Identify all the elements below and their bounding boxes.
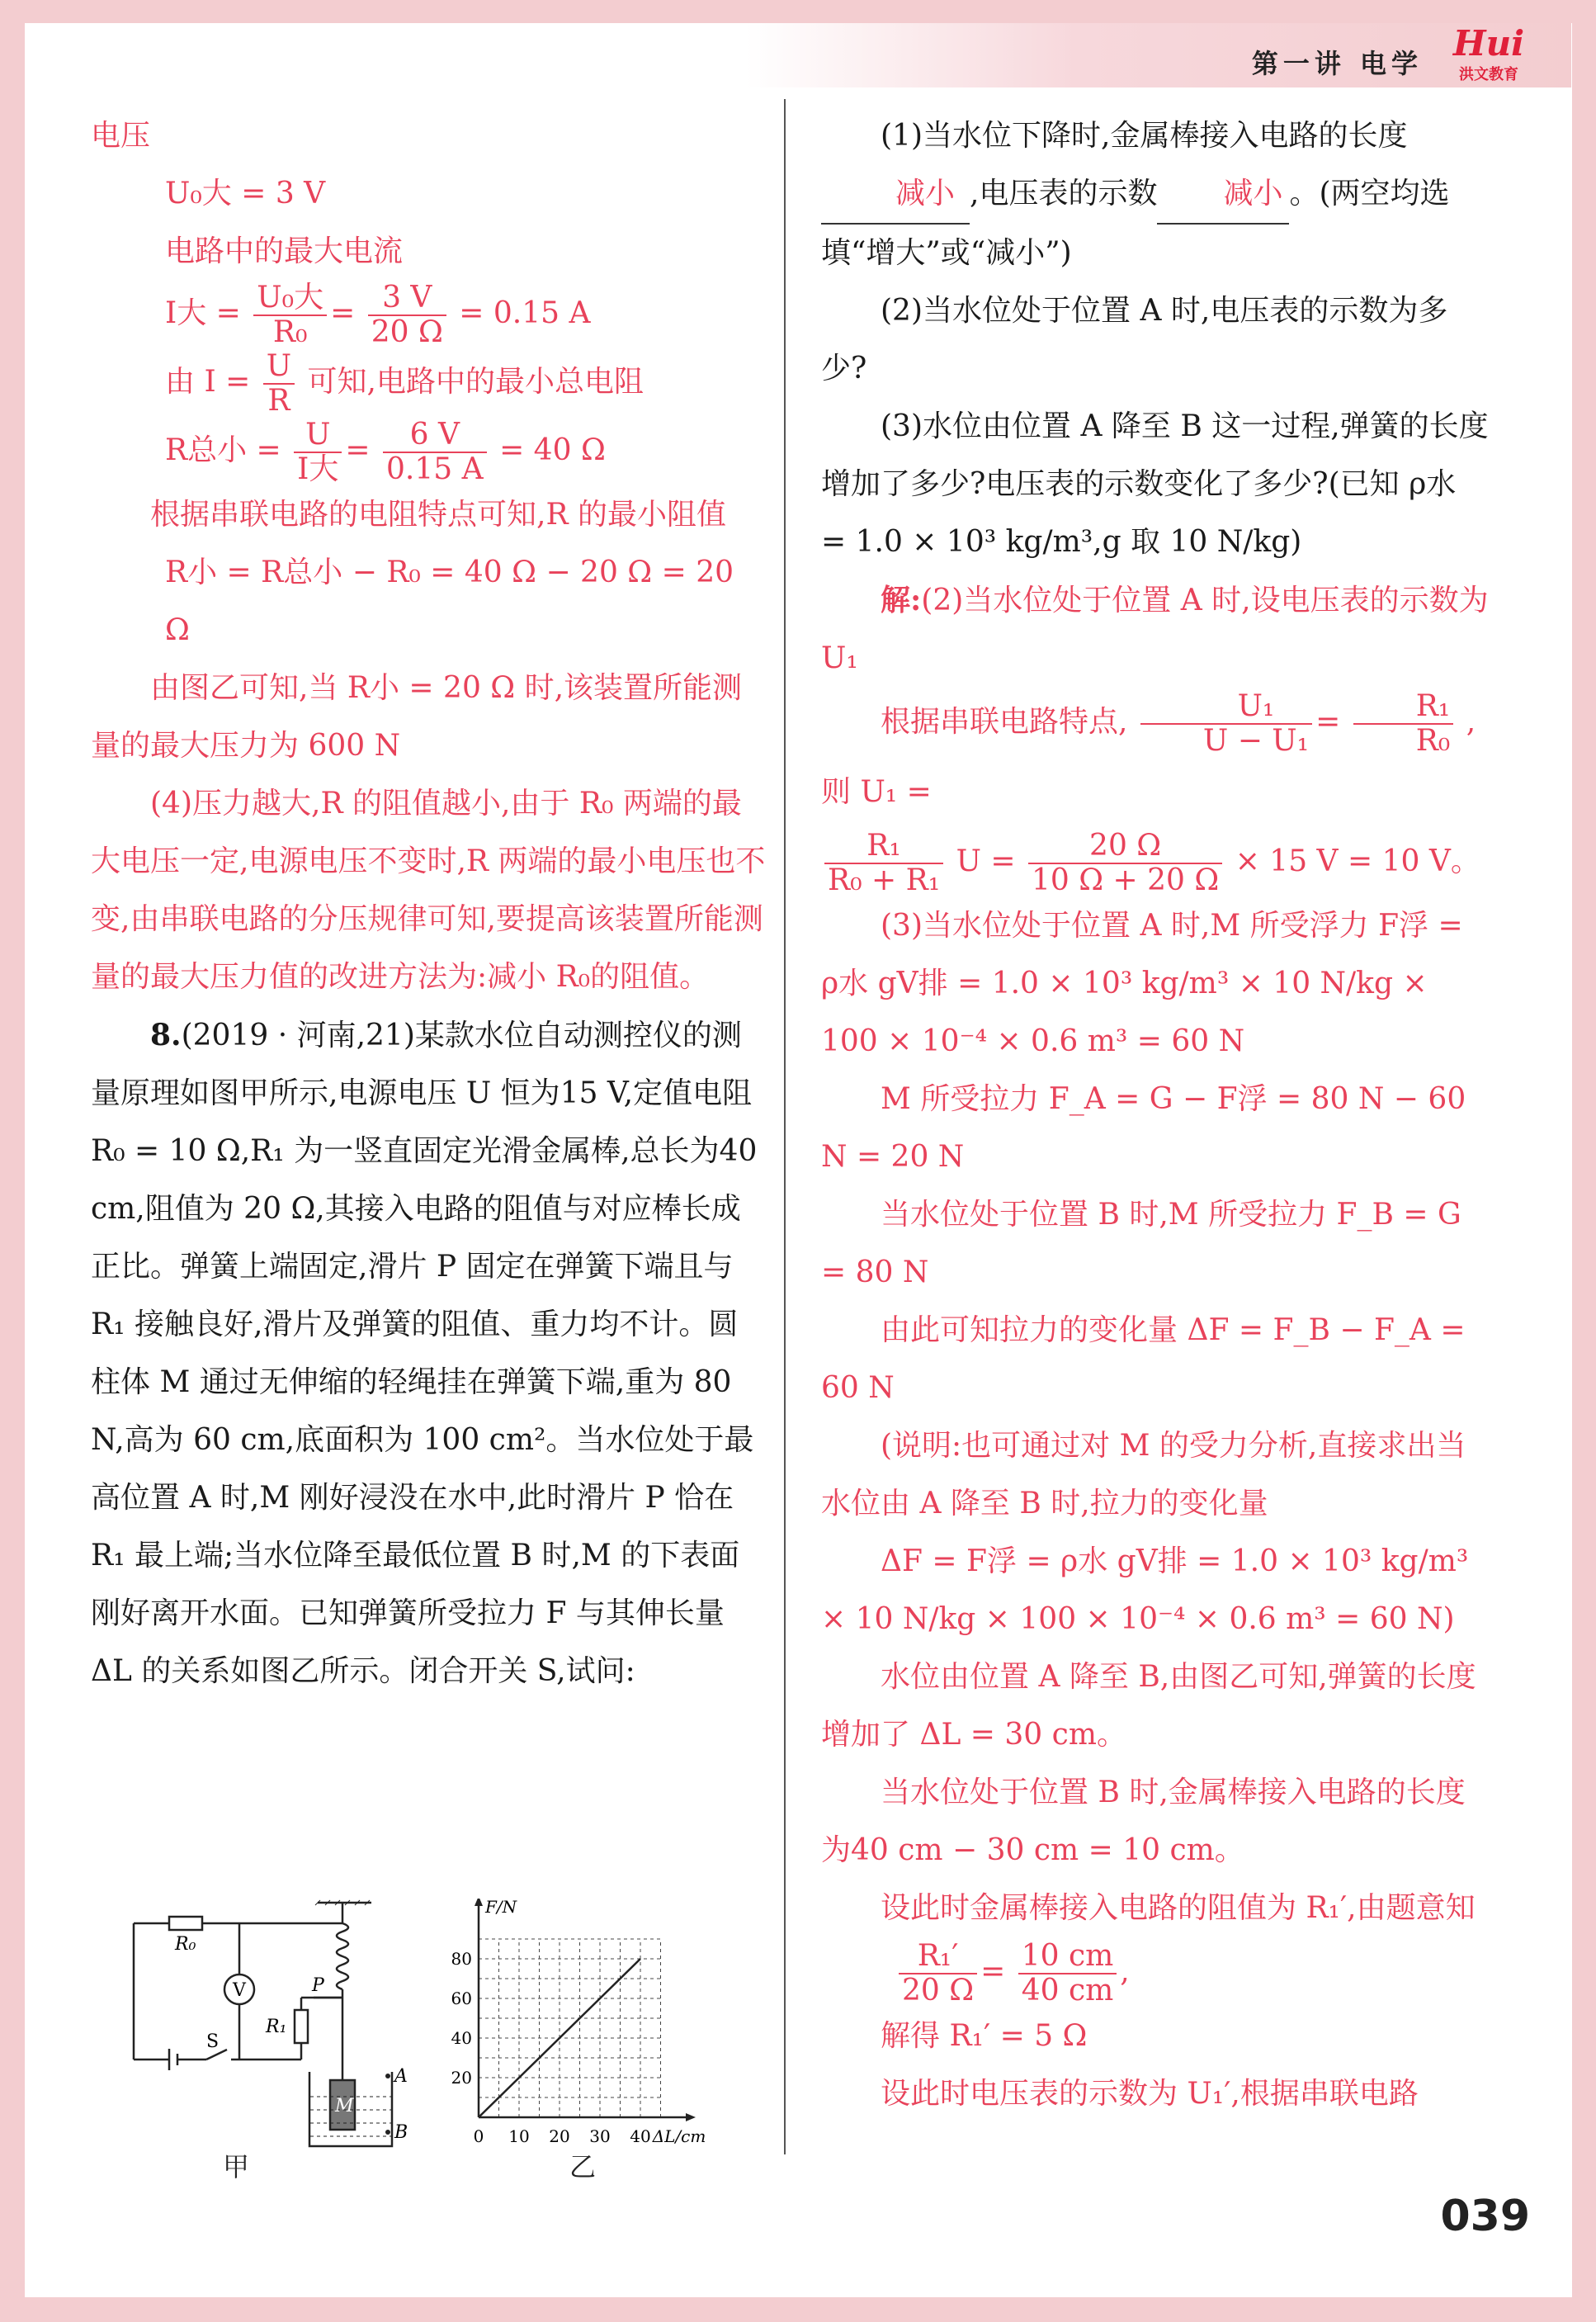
question-text: (1)当水位下降时,金属棒接入电路的长度 bbox=[881, 119, 1408, 153]
denominator: I大 bbox=[297, 452, 339, 486]
solution-line: 当水位处于位置 B 时,M 所受拉力 F_B = G = 80 N bbox=[821, 1198, 1461, 1289]
solution-line: 根据串联电路的电阻特点可知,R 的最小阻值 bbox=[150, 498, 726, 532]
numerator: 20 Ω bbox=[1028, 830, 1222, 864]
solution-formula: I大 = $\frac{\text{U₀大}}{\text{R₀}}$ = $\frac{3 V}{20 \Omega}$ = 0.15 A bbox=[165, 281, 591, 349]
x-axis-arrow bbox=[686, 2113, 696, 2121]
y-tick-label: 60 bbox=[451, 1989, 472, 2008]
solution-line: ΔF = F浮 = ρ水 gV排 = 1.0 × 10³ kg/m³ × 10 N/kg × 100 × 10⁻⁴ × 0.6 m³ = 60 N) bbox=[821, 1544, 1469, 1636]
fraction bbox=[1018, 1940, 1117, 2008]
question-text: 。(两空均选填“增大”或“减小”) bbox=[821, 177, 1450, 270]
x-tick-label: 40 bbox=[630, 2126, 651, 2146]
solution-formula bbox=[821, 827, 1490, 897]
solution-line: 设此时金属棒接入电路的阻值为 R₁′,由题意知 bbox=[881, 1891, 1476, 1925]
x-tick-label: 20 bbox=[549, 2126, 570, 2146]
label-B: B bbox=[394, 2122, 408, 2143]
page-border-right bbox=[1571, 0, 1596, 2322]
solution-formula bbox=[91, 349, 767, 418]
answer-blank-1: 减小 bbox=[821, 165, 970, 225]
column-divider bbox=[784, 99, 786, 2154]
solution-formula: $\frac{\text{R₁′}}{20 \Omega}$ = $\frac{10 cm}{40 cm}$ , bbox=[821, 1937, 1490, 2008]
y-tick-label: 80 bbox=[451, 1949, 472, 1969]
solution-line: 电压 bbox=[91, 119, 151, 153]
denominator: 0.15 A bbox=[386, 452, 484, 486]
question-number: 8. bbox=[150, 1018, 182, 1052]
x-tick-label: 0 bbox=[473, 2126, 484, 2146]
fraction bbox=[263, 350, 295, 418]
formula-part: U = bbox=[956, 844, 1016, 878]
fraction bbox=[824, 830, 943, 897]
solution-formula: 根据串联电路特点, $\frac{\text{U₁}}{\text{U − U₁}}$ = $\frac{\text{R₁}}{\text{R₀}}$ ,则 U₁ = bbox=[821, 689, 1476, 809]
denominator: 40 cm bbox=[1021, 1974, 1114, 2008]
solution-line: 当水位处于位置 B 时,金属棒接入电路的长度为40 cm − 30 cm = 10 cm。 bbox=[821, 1776, 1466, 1867]
force-extension-chart bbox=[441, 1899, 714, 2154]
label-A: A bbox=[394, 2066, 408, 2087]
fraction bbox=[1353, 690, 1454, 758]
label-V: V bbox=[233, 1980, 246, 2001]
solution-line: 水位由位置 A 降至 B,由图乙可知,弹簧的长度增加了 ΔL = 30 cm。 bbox=[821, 1660, 1476, 1752]
question-8 bbox=[91, 1006, 767, 1700]
formula-part: 可知,电路中的最小总电阻 bbox=[307, 365, 644, 399]
fraction bbox=[1140, 690, 1312, 758]
caption-yi: 乙 bbox=[569, 2151, 597, 2182]
fraction bbox=[383, 419, 487, 486]
y-axis-arrow bbox=[475, 1899, 483, 1906]
solution-line: 由图乙可知,当 R小 = 20 Ω 时,该装置所能测量的最大压力为 600 N bbox=[91, 671, 743, 763]
y-axis-label: F/N bbox=[485, 1899, 517, 1917]
denominator: 20 Ω bbox=[902, 1974, 975, 2008]
right-column bbox=[821, 107, 1490, 2123]
label-P: P bbox=[312, 1975, 324, 1996]
fraction bbox=[294, 419, 342, 486]
numerator: U₀大 bbox=[253, 281, 327, 316]
label-R0: R₀ bbox=[175, 1934, 196, 1955]
formula-part: R总小 = bbox=[165, 433, 281, 467]
label-R1: R₁ bbox=[266, 2017, 287, 2037]
x-axis-label: ΔL/cm bbox=[652, 2126, 706, 2146]
numerator: 3 V bbox=[368, 281, 446, 316]
denominator: R₀ bbox=[1415, 724, 1451, 758]
denominator: U − U₁ bbox=[1202, 724, 1310, 758]
numerator: U bbox=[263, 350, 295, 385]
denominator: 20 Ω bbox=[371, 315, 443, 349]
solution-line bbox=[821, 571, 1490, 688]
x-tick-label: 30 bbox=[589, 2126, 611, 2146]
solution-line: 由此可知拉力的变化量 ΔF = F_B − F_A = 60 N bbox=[821, 1313, 1466, 1405]
subquestion-1 bbox=[821, 107, 1490, 282]
caption-jia: 甲 bbox=[223, 2151, 250, 2182]
x-tick-label: 10 bbox=[508, 2126, 530, 2146]
numerator: U bbox=[294, 419, 342, 453]
fraction bbox=[253, 281, 327, 349]
logo-mark: Hui bbox=[1452, 23, 1525, 64]
solution-text: (2)当水位处于位置 A 时,设电压表的示数为 U₁ bbox=[821, 584, 1489, 675]
solution-line: 设此时电压表的示数为 U₁′,根据串联电路 bbox=[881, 2077, 1419, 2111]
y-tick-label: 40 bbox=[451, 2028, 472, 2048]
denominator: 10 Ω + 20 Ω bbox=[1031, 863, 1220, 897]
label-S: S bbox=[206, 2031, 220, 2052]
solution-line: R小 = R总小 − R₀ = 40 Ω − 20 Ω = 20 Ω bbox=[165, 556, 734, 647]
solution-formula: R总小 = $\frac{U}{\text{I大}}$ = $\frac{6 V}{0.15 A}$ = 40 Ω bbox=[165, 418, 606, 486]
y-tick-label: 20 bbox=[451, 2068, 472, 2088]
subquestion-2: (2)当水位处于位置 A 时,电压表的示数为多少? bbox=[821, 294, 1448, 385]
denominator: R₀ bbox=[272, 315, 308, 349]
left-column bbox=[91, 107, 767, 1700]
fraction bbox=[899, 1940, 977, 2008]
fraction bbox=[368, 281, 446, 349]
denominator: R₀ + R₁ bbox=[828, 863, 941, 897]
numerator: 6 V bbox=[383, 419, 487, 453]
formula-part: = 40 Ω bbox=[499, 433, 606, 467]
formula-part: I大 = bbox=[165, 296, 241, 330]
denominator: R bbox=[267, 384, 290, 418]
page-number: 039 bbox=[1440, 2192, 1530, 2241]
page-border-top bbox=[0, 0, 1596, 23]
publisher-logo bbox=[1427, 25, 1551, 89]
solution-line: 电路中的最大电流 bbox=[165, 234, 404, 268]
subquestion-3: (3)水位由位置 A 降至 B 这一过程,弹簧的长度增加了多少?电压表的示数变化了多少?(已知 ρ水 = 1.0 × 10³ kg/m³,g 取 10 N/kg) bbox=[821, 409, 1489, 559]
numerator: 10 cm bbox=[1018, 1940, 1117, 1974]
formula-part: 由 I = bbox=[165, 365, 251, 399]
numerator: R₁ bbox=[1353, 690, 1454, 725]
formula-part: ,则 U₁ = bbox=[821, 705, 1476, 809]
page-border-left bbox=[0, 0, 25, 2322]
question-text: (2019 · 河南,21)某款水位自动测控仪的测量原理如图甲所示,电源电压 U 恒为15 V,定值电阻R₀ = 10 Ω,R₁ 为一竖直固定光滑金属棒,总长为40 cm,阻值为 20 Ω,其接入电路的阻值与对应棒长成正比。弹簧上端固定,滑片 P 固定在弹簧下端且与 R₁ 接触良好,滑片及弹簧的阻值、重力均不计。圆柱体 M 通过无伸缩的轻绳挂在弹簧下端,重为 80 N,高为 60 cm,底面积为 100 cm²。当水位处于最高位置 A 时,M 刚好浸没在水中,此时滑片 P 恰在 R₁ 最上端;当水位降至最低位置 B 时,M 的下表面刚好离开水面。已知弹簧所受拉力 F 与其伸长量 ΔL 的关系如图乙所示。闭合开关 S,试问: bbox=[91, 1019, 758, 1688]
numerator: R₁ bbox=[824, 830, 943, 864]
solution-line: 解得 R₁′ = 5 Ω bbox=[881, 2019, 1088, 2053]
figure-area bbox=[124, 1899, 718, 2182]
page-border-bottom bbox=[0, 2297, 1596, 2322]
question-text: ,电压表的示数 bbox=[970, 177, 1158, 210]
numerator: U₁ bbox=[1140, 690, 1312, 725]
formula-part: 根据串联电路特点, bbox=[881, 705, 1128, 739]
label-M: M bbox=[335, 2096, 354, 2116]
formula-part: , bbox=[1120, 1955, 1130, 1989]
fraction bbox=[1028, 830, 1222, 897]
formula-part: = 0.15 A bbox=[459, 296, 591, 330]
solution-label: 解: bbox=[881, 583, 922, 617]
answer-blank-2: 减小 bbox=[1157, 165, 1289, 225]
solution-line: (4)压力越大,R 的阻值越小,由于 R₀ 两端的最大电压一定,电源电压不变时,R 两端的最小电压也不变,由串联电路的分压规律可知,要提高该装置所能测量的最大压力值的改进方法为:减小 R₀的阻值。 bbox=[91, 787, 766, 994]
numerator: R₁′ bbox=[899, 1940, 977, 1974]
header-title: 第一讲 电学 bbox=[1251, 48, 1423, 79]
solution-line: (3)当水位处于位置 A 时,M 所受浮力 F浮 = ρ水 gV排 = 1.0 × 10³ kg/m³ × 10 N/kg × 100 × 10⁻⁴ × 0.6 m³ = 60 N bbox=[821, 909, 1463, 1058]
formula-part: × 15 V = 10 V。 bbox=[1235, 844, 1480, 878]
solution-line: M 所受拉力 F_A = G − F浮 = 80 N − 60 N = 20 N bbox=[821, 1082, 1466, 1174]
solution-line: (说明:也可通过对 M 的受力分析,直接求出当水位由 A 降至 B 时,拉力的变化量 bbox=[821, 1429, 1466, 1520]
solution-line: U₀大 = 3 V bbox=[165, 177, 326, 210]
circuit-diagram bbox=[124, 1899, 454, 2154]
logo-text: 洪文教育 bbox=[1459, 66, 1518, 83]
